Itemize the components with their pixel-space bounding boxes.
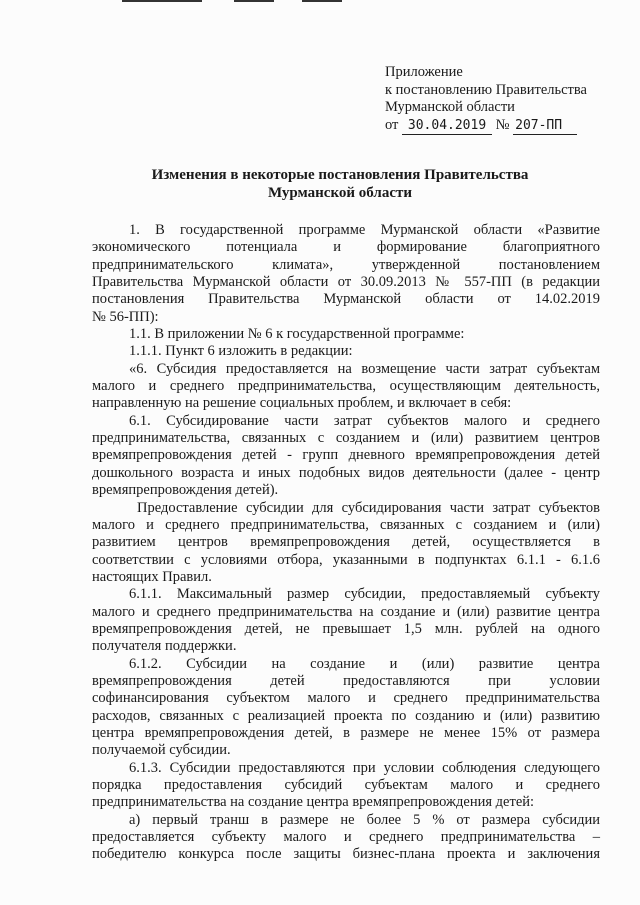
body-line: дошкольного возраста и иных подобных видов деятельности (далее - центр bbox=[92, 464, 600, 481]
body-line: времяпрепровождения детей). bbox=[92, 482, 279, 499]
body-line: «6. Субсидия предоставляется на возмещение части затрат субъектам bbox=[129, 360, 600, 377]
body-line: Правительства Мурманской области от 30.09.2013 № 557-ПП (в редакции bbox=[92, 274, 600, 291]
body-line: Предоставление субсидии для субсидирования части затрат субъектов bbox=[137, 499, 600, 516]
body-line: № 56-ПП): bbox=[92, 308, 159, 325]
scan-edge-mark bbox=[302, 0, 342, 2]
body-line: получателя поддержки. bbox=[92, 638, 237, 655]
body-line: малого и среднего предпринимательства на создание и (или) развитие центра bbox=[92, 603, 600, 620]
body-line: предпринимательства на создание центра времяпрепровождения детей: bbox=[92, 794, 535, 811]
body-line: предоставляется субъекту малого и среднего предпринимательства – bbox=[92, 829, 600, 846]
body-line: 6.1.2. Субсидии на создание и (или) развитие центра bbox=[129, 655, 600, 672]
body-line: центра времяпрепровождения детей, в размере не менее 15% от размера bbox=[92, 724, 600, 741]
body-line: софинансирования субъектом малого и среднего предпринимательства bbox=[92, 690, 600, 707]
body-line: малого и среднего предпринимательства, связанных с созданием и (или) bbox=[92, 516, 600, 533]
document-body bbox=[92, 222, 600, 864]
body-line: направленную на решение социальных проблем, и включает в себя: bbox=[92, 395, 512, 412]
body-line: 1.1.1. Пункт 6 изложить в редакции: bbox=[129, 343, 353, 360]
body-line: времяпрепровождения детей - групп дневного времяпрепровождения детей bbox=[92, 447, 600, 464]
scan-edge-mark bbox=[122, 0, 202, 2]
body-line: настоящих Правил. bbox=[92, 568, 212, 585]
attachment-region: Мурманской области bbox=[385, 99, 515, 115]
body-line: предпринимательского климата», утвержденной постановлением bbox=[92, 256, 600, 273]
body-line: порядка предоставления субсидий субъектам малого и среднего bbox=[92, 777, 600, 793]
body-line: получаемой субсидии. bbox=[92, 742, 231, 759]
body-line: времяпрепровождения детей, не превышает 1,5 млн. рублей на одного bbox=[92, 620, 600, 637]
body-line: соответствии с условиями отбора, указанными в подпунктах 6.1.1 - 6.1.6 bbox=[92, 551, 600, 568]
body-line: малого и среднего предпринимательства, осуществляющим деятельность, bbox=[92, 378, 600, 395]
body-line: экономического потенциала и формирование благоприятного bbox=[92, 239, 600, 256]
decree-date: 30.04.2019 bbox=[402, 117, 492, 136]
body-line: постановления Правительства Мурманской области от 14.02.2019 bbox=[92, 291, 600, 308]
document-title bbox=[130, 166, 550, 202]
decree-number: 207-ПП bbox=[513, 117, 577, 136]
body-line: победителю конкурса после защиты бизнес-плана проекта и заключения bbox=[92, 846, 600, 863]
title-line: Мурманской области bbox=[267, 185, 413, 201]
date-prefix: от bbox=[385, 116, 399, 133]
body-line: 1. В государственной программе Мурманской области «Развитие bbox=[129, 222, 600, 238]
body-line: развитием центров времяпрепровождения детей, осуществляется в bbox=[92, 534, 600, 551]
body-line: 6.1.1. Максимальный размер субсидии, предоставляемый субъекту bbox=[129, 586, 600, 603]
attachment-label: Приложение bbox=[385, 64, 463, 80]
body-line: предпринимательства, связанных с созданием и (или) развитием центров bbox=[92, 430, 600, 447]
scan-edge-mark bbox=[234, 0, 274, 2]
body-line: 6.1.3. Субсидии предоставляются при условии соблюдения следующего bbox=[129, 759, 600, 776]
body-line: 1.1. В приложении № 6 к государственной программе: bbox=[129, 326, 465, 343]
body-line: расходов, связанных с реализацией проекта по созданию и (или) развитию bbox=[92, 707, 600, 724]
body-line: а) первый транш в размере не более 5 % от размера субсидии bbox=[129, 811, 600, 828]
body-line: 6.1. Субсидирование части затрат субъектов малого и среднего bbox=[129, 412, 600, 429]
title-line: Изменения в некоторые постановления Правительства bbox=[151, 167, 529, 183]
number-sign: № bbox=[495, 116, 510, 133]
body-line: времяпрепровождения детей предоставляются при условии bbox=[92, 672, 600, 689]
attachment-decree-ref: к постановлению Правительства bbox=[385, 81, 587, 98]
attachment-header bbox=[385, 64, 587, 135]
attachment-date-row bbox=[385, 117, 587, 136]
